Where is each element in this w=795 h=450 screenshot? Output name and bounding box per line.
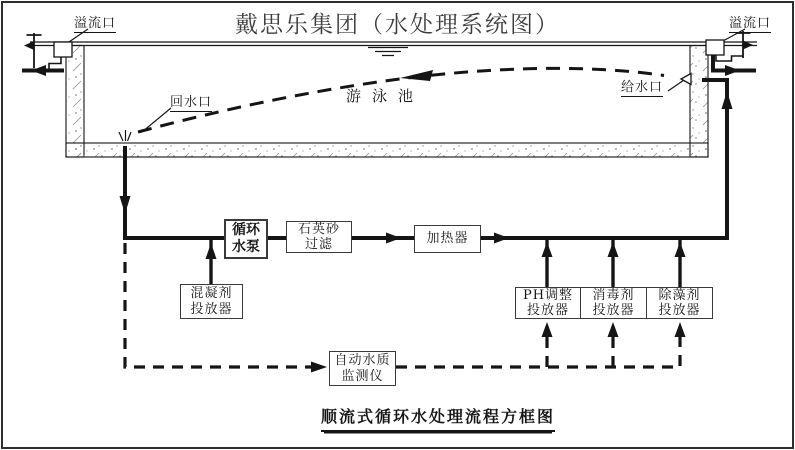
- pool-label: 游泳池: [346, 87, 425, 105]
- overflow-left-small-arrow-icon: [24, 41, 34, 50]
- pool-rim-line: [30, 42, 757, 46]
- diagram-title: 戴思乐集团（水处理系统图）: [235, 12, 560, 38]
- disinfectant-label-line2: 投放器: [592, 303, 635, 318]
- overflow-left-label: 溢流口: [74, 12, 116, 33]
- filter-label-line1: 石英砂: [297, 221, 340, 237]
- pool-right-wall: [690, 46, 708, 158]
- monitor-label-line1: 自动水质: [334, 353, 391, 368]
- return-port-label: 回水口: [170, 91, 212, 112]
- overflow-right-box: [706, 40, 724, 55]
- algaecide-control-arrow-icon: [675, 322, 686, 337]
- coagulant-doser-box: [180, 284, 243, 319]
- coagulant-label-line2: 投放器: [190, 301, 233, 317]
- heater-box: [414, 225, 481, 253]
- overflow-left-box: [54, 42, 72, 57]
- return-port-grate-icon: [119, 130, 131, 141]
- filter-box: [286, 221, 352, 253]
- water-quality-monitor-box: [329, 351, 396, 386]
- pool-left-wall: [66, 46, 84, 158]
- algaecide-riser-arrow-icon: [675, 242, 686, 257]
- heater-label: 加热器: [426, 231, 469, 247]
- algaecide-label-line1: 除藻剂: [658, 287, 701, 303]
- coagulant-riser-arrow-icon: [206, 243, 217, 259]
- supply-nozzle-icon: [681, 74, 691, 85]
- overflow-right-drain-arrow-icon: [725, 65, 740, 76]
- disinfectant-control-arrow-icon: [608, 322, 619, 337]
- monitor-inlet-arrow-icon: [311, 362, 327, 373]
- filter-label-line2: 过滤: [304, 237, 333, 252]
- overflow-left-assembly: [22, 33, 72, 76]
- return-port-leader: [142, 108, 171, 132]
- pipe-arrow-after-filter-icon: [386, 233, 401, 244]
- ph-control-arrow-icon: [542, 322, 553, 337]
- disinfectant-doser-box: [580, 287, 647, 319]
- pool-floor: [66, 143, 708, 157]
- supply-port-label: 给水口: [621, 76, 663, 97]
- ph-label-line2: 投放器: [526, 303, 569, 318]
- diagram-caption: 顺流式循环水处理流程方框图: [321, 404, 555, 432]
- overflow-right-step-pipe: [716, 55, 743, 61]
- disinfectant-label-line1: 消毒剂: [592, 287, 635, 303]
- control-line-from-monitor: [396, 331, 680, 367]
- ph-riser-arrow-icon: [542, 242, 553, 257]
- monitor-label-line2: 监测仪: [341, 368, 384, 384]
- overflow-right-drain-pipe: [713, 55, 756, 71]
- pump-label-line2: 水泵: [232, 239, 260, 255]
- supply-port-leader: [668, 80, 684, 91]
- ph-doser-box: [515, 287, 581, 319]
- algaecide-doser-box: [646, 287, 713, 319]
- algaecide-label-line2: 投放器: [658, 303, 701, 318]
- main-supply-pipe: [123, 80, 727, 238]
- overflow-right-label: 溢流口: [729, 12, 771, 33]
- control-line-branches: [547, 331, 613, 367]
- water-level-icon: [368, 48, 408, 56]
- supply-pipe-up-arrow-icon: [722, 91, 733, 109]
- pump-label-line1: 循环: [232, 222, 260, 238]
- disinfectant-riser-arrow-icon: [608, 242, 619, 257]
- overflow-left-step-pipe: [49, 57, 61, 70]
- coagulant-label-line1: 混凝剂: [190, 286, 233, 301]
- pipe-arrow-after-heater-icon: [494, 233, 509, 244]
- ph-label-line1: PH调整: [522, 287, 574, 303]
- pump-box: [224, 219, 268, 259]
- return-pipe-down-arrow-icon: [120, 196, 131, 214]
- flow-direction-arrow-icon: [400, 70, 433, 81]
